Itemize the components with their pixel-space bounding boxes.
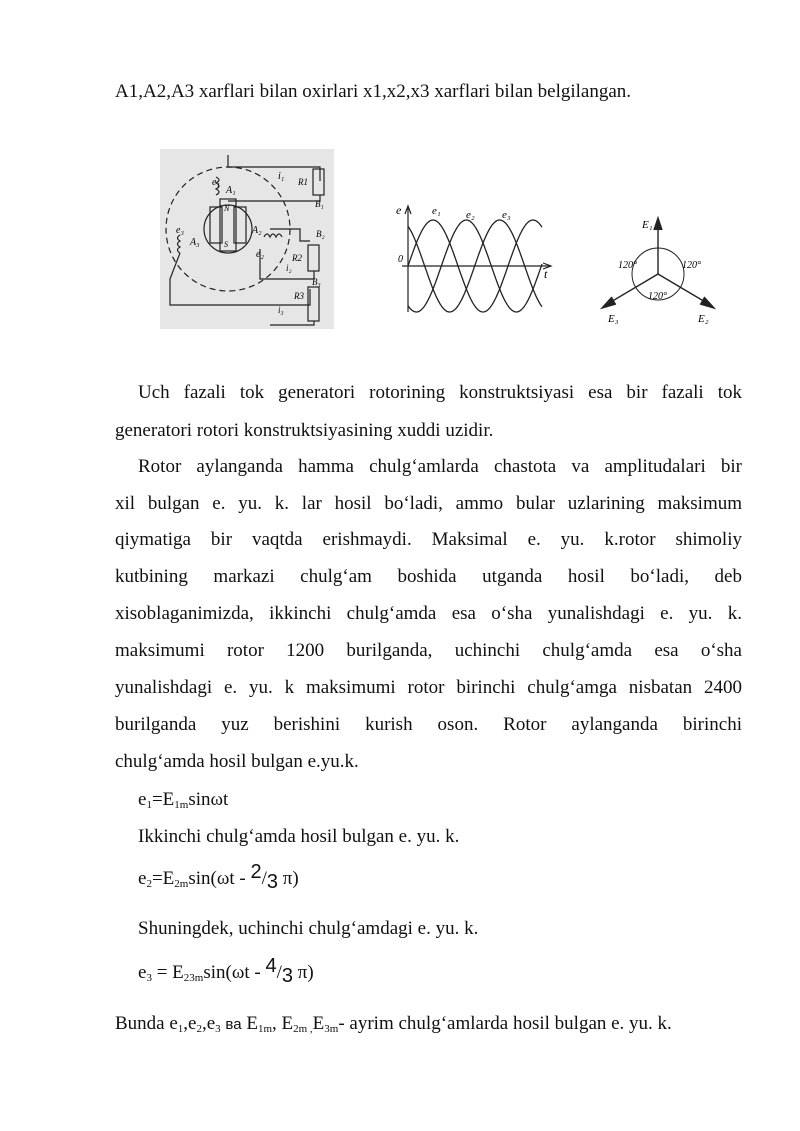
equation-e3: $e_3 = E_{23m}\sin(\omega t - 4/3$ π) <box>138 955 314 987</box>
equation-e1: $e_1=E_{1m}\sin\omega t$ <box>138 789 229 811</box>
series-label-e3: e₃ <box>502 209 511 221</box>
last-line: Bunda $e_1,e_2,e_3$ ва $E_{1m}$, $E_{2m ,}E_{3m}-$ ayrim chulg‘amlarda hosil bulgan e. yu. k. <box>115 1013 672 1035</box>
paragraph1-line2: generatori rotori konstruktsiyasining xuddi uzidir. <box>115 420 494 441</box>
label-i1: i₁ <box>278 171 285 182</box>
paragraph2-line1: Rotor aylanganda hamma chulg‘amlarda chastota va amplitudalari bir <box>138 456 742 477</box>
label-e1: e₁ <box>212 177 220 188</box>
label-i2: i₂ <box>286 263 292 273</box>
label-s: S <box>224 240 228 249</box>
label-r1: R1 <box>298 177 308 187</box>
label-b3: B₃ <box>312 277 321 287</box>
origin-label: 0 <box>398 254 403 265</box>
phasor-label-e1: E₁ <box>642 219 653 231</box>
label-n: N <box>224 204 230 213</box>
phasor-label-e2: E₂ <box>698 313 709 324</box>
paragraph2-line6: maksimumi rotor 1200 burilganda, uchinchi chulg‘amda esa o‘sha <box>115 640 742 661</box>
label-a3: A₃ <box>190 237 200 248</box>
paragraph2-line9: chulg‘amda hosil bulgan e.yu.k. <box>115 751 359 772</box>
paragraph2-line2: xil bulgan e. yu. k. lar hosil bo‘ladi, ammo bular uzlarining maksimum <box>115 493 742 514</box>
eq2-intro: Ikkinchi chulg‘amda hosil bulgan e. yu. k. <box>138 826 460 847</box>
angle-bottom: 120° <box>648 291 667 302</box>
phasor-diagram <box>596 206 724 324</box>
y-axis-label: e <box>396 203 402 217</box>
paragraph2-line3: qiymatiga bir vaqtda erishmaydi. Maksimal e. yu. k.rotor shimoliy <box>115 529 742 550</box>
intro-line: A1,A2,A3 xarflari bilan oxirlari x1,x2,x3 xarflari bilan belgilangan. <box>115 81 632 102</box>
angle-left: 120° <box>618 260 637 271</box>
waveform-diagram <box>392 200 562 318</box>
label-a1: A₁ <box>226 185 236 196</box>
label-b1: B₁ <box>315 199 324 209</box>
label-r3: R3 <box>294 291 304 301</box>
x-axis-label: t <box>544 267 548 281</box>
paragraph2-line8: burilganda yuz berishini kurish oson. Rotor aylanganda birinchi <box>115 714 742 735</box>
series-label-e1: e₁ <box>432 205 441 217</box>
phasor-label-e3: E₃ <box>608 313 619 324</box>
generator-diagram <box>160 149 334 329</box>
label-i3: i₃ <box>278 305 284 315</box>
eq3-intro: Shuningdek, uchinchi chulg‘amdagi e. yu. k. <box>138 918 479 939</box>
paragraph2-line7: yunalishdagi e. yu. k maksimumi rotor birinchi chulg‘amga nisbatan 2400 <box>115 677 742 698</box>
label-e3: e₃ <box>176 225 184 236</box>
equation-e2: $e_2=E_{2m}\sin(\omega t - 2/3$ π) <box>138 861 299 893</box>
series-label-e2: e₂ <box>466 209 475 221</box>
paragraph2-line4: kutbining markazi chulg‘am boshida utganda hosil bo‘ladi, deb <box>115 566 742 587</box>
paragraph2-line5: xisoblaganimizda, ikkinchi chulg‘amda esa o‘sha yunalishdagi e. yu. k. <box>115 603 742 624</box>
label-a2: A₂ <box>252 225 262 236</box>
paragraph1-line1: Uch fazali tok generatori rotorining konstruktsiyasi esa bir fazali tok <box>138 382 742 403</box>
label-e2: e₂ <box>256 249 264 260</box>
label-b2: B₂ <box>316 229 325 239</box>
angle-right: 120° <box>682 260 701 271</box>
label-r2: R2 <box>292 253 302 263</box>
